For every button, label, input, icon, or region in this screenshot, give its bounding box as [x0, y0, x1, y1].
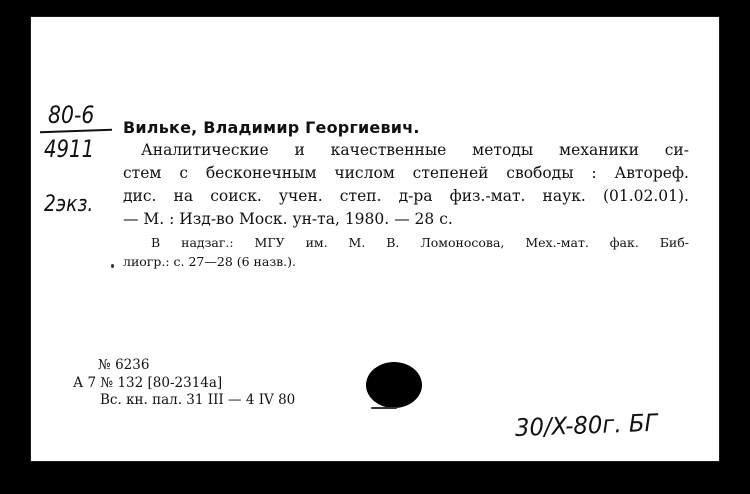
shelfmark-top: 80-6 — [48, 101, 95, 129]
inventory-block — [73, 357, 295, 410]
punch-hole — [366, 362, 422, 408]
handwritten-annotation: 30/X-80г. БГ — [514, 408, 658, 442]
shelfmark-bottom: 4911 — [44, 135, 95, 163]
inventory-number: № 6236 — [98, 357, 150, 373]
catalog-entry — [123, 116, 689, 271]
title-line: дис. на соиск. учен. степ. д-ра физ.-мат. наук. (01.02.01). — [123, 187, 689, 205]
inventory-chamber: Вс. кн. пал. 31 III — 4 IV 80 — [100, 392, 296, 408]
title-line: Аналитические и качественные методы механики си- — [141, 141, 689, 159]
copies-count: 2экз. — [44, 192, 94, 217]
note-line: В надзаг.: МГУ им. М. В. Ломоносова, Мех.-мат. фак. Биб- — [151, 235, 689, 250]
imprint-line: — М. : Изд-во Моск. ун-та, 1980. — 28 с. — [123, 210, 453, 228]
title-line: стем с бесконечным числом степеней свободы : Автореф. — [123, 164, 689, 182]
note-line: лиогр.: с. 27—28 (6 назв.). — [123, 254, 297, 269]
scan-speck — [371, 407, 397, 409]
inventory-code: А 7 № 132 [80-2314а] — [73, 374, 223, 391]
scan-speck — [111, 264, 114, 268]
author-heading: Вильке, Владимир Георгиевич. — [123, 118, 420, 137]
